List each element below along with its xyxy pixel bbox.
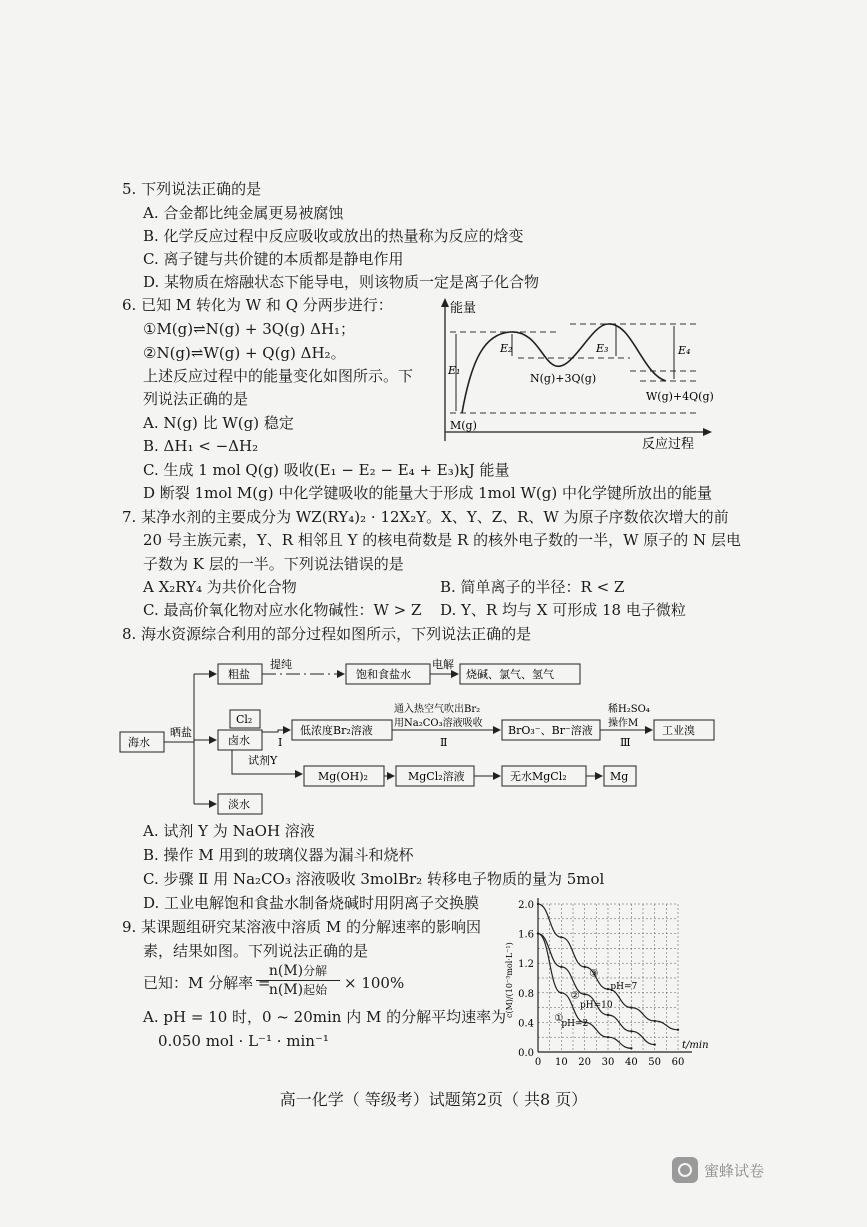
q6-stem-3: 列说法正确的是	[143, 390, 249, 408]
x-tick-label: 60	[671, 1057, 685, 1068]
energy-diagram	[430, 296, 720, 456]
q9-option-a-1: A. pH = 10 时，0 ~ 20min 内 M 的分解平均速率为	[143, 1008, 507, 1026]
label-w: W(g)+4Q(g)	[646, 390, 714, 403]
node-products: 烧碱、氯气、氢气	[466, 668, 554, 681]
data-point	[537, 903, 539, 905]
q9-times: × 100%	[344, 974, 405, 992]
data-point	[653, 1043, 655, 1045]
data-point	[583, 993, 585, 995]
q9-num-sub: 分解	[303, 964, 328, 978]
watermark-text: 蜜蜂试卷	[704, 1161, 765, 1180]
label-op-m: 操作M	[608, 718, 639, 729]
data-point	[607, 1036, 609, 1038]
q8-option-c: C. 步骤 Ⅱ 用 Na₂CO₃ 溶液吸收 3molBr₂ 转移电子物质的量为 5mol	[143, 870, 605, 888]
decomposition-chart	[500, 894, 720, 1072]
node-cl2: Cl₂	[236, 713, 253, 726]
label-step2: Ⅱ	[440, 736, 448, 749]
q9-denominator: n(M)	[268, 982, 304, 998]
q9-given: 已知：M 分解率 =	[143, 974, 271, 992]
diagram-y-label: 能量	[450, 301, 477, 316]
q5-stem: 5. 下列说法正确的是	[122, 180, 262, 198]
data-point	[653, 1020, 655, 1022]
q7-option-c: C. 最高价氧化物对应水化物碱性：W > Z	[143, 601, 422, 619]
node-fresh-water: 淡水	[228, 798, 250, 811]
x-tick-label: 10	[554, 1057, 568, 1068]
watermark	[672, 1155, 792, 1185]
data-point	[607, 1014, 609, 1016]
label-absorb1: 通入热空气吹出Br₂	[394, 704, 481, 715]
series-number-label: ①	[554, 1012, 564, 1024]
y-tick-label: 1.6	[518, 929, 534, 941]
q7-option-d: D. Y、R 均与 X 可形成 18 电子微粒	[440, 601, 686, 619]
label-e3: E₃	[596, 342, 609, 355]
x-tick-label: 0	[534, 1057, 542, 1068]
q9-option-a-2: 0.050 mol · L⁻¹ · min⁻¹	[158, 1032, 329, 1050]
x-tick-label: 40	[624, 1057, 638, 1068]
node-mg: Mg	[610, 770, 629, 783]
q6-reaction-1: ①M(g)⇌N(g) + 3Q(g) ΔH₁；	[143, 320, 356, 338]
data-point	[677, 1029, 679, 1031]
label-acid: 稀H₂SO₄	[608, 704, 650, 715]
data-point	[630, 1006, 632, 1008]
node-brine: 卤水	[228, 734, 250, 747]
y-axis-label: c(M)/(10⁻³mol·L⁻¹)	[505, 942, 514, 1018]
data-point	[560, 992, 562, 994]
label-step3: Ⅲ	[620, 736, 631, 749]
x-tick-label: 50	[648, 1057, 662, 1068]
q8-option-a: A. 试剂 Y 为 NaOH 溶液	[143, 822, 315, 840]
q9-numerator: n(M)	[268, 963, 304, 979]
node-mgcl2-solution: MgCl₂溶液	[408, 770, 465, 783]
data-point	[537, 932, 539, 934]
y-tick-label: 0.8	[518, 988, 534, 1000]
node-crude: 粗盐	[228, 668, 250, 681]
data-point	[583, 966, 585, 968]
q6-option-b: B. ΔH₁ < −ΔH₂	[143, 437, 259, 455]
q9-den-sub: 起始	[303, 983, 328, 997]
series-number-label: ②	[570, 990, 580, 1002]
label-reagent-y: 试剂Y	[248, 754, 278, 767]
page-footer: 高一化学（ 等级考）试题第2页（ 共8 页）	[279, 1090, 588, 1109]
label-m: M(g)	[450, 419, 477, 432]
node-mgoh2: Mg(OH)₂	[318, 770, 368, 783]
q6-stem: 6. 已知 M 转化为 W 和 Q 分两步进行：	[122, 296, 393, 314]
label-absorb2: 用Na₂CO₃溶液吸收	[394, 718, 483, 729]
label-electro: 电解	[432, 658, 454, 671]
q8-option-b: B. 操作 M 用到的玻璃仪器为漏斗和烧杯	[143, 846, 414, 864]
label-purify: 提纯	[270, 658, 292, 671]
q6-reaction-2: ②N(g)⇌W(g) + Q(g) ΔH₂。	[143, 344, 346, 362]
y-tick-label: 1.2	[518, 959, 534, 971]
data-point	[630, 1030, 632, 1032]
q6-option-c: C. 生成 1 mol Q(g) 吸收(E₁ − E₂ − E₄ + E₃)kJ 能量	[143, 461, 510, 479]
q7-line-1: 7. 某净水剂的主要成分为 WZ(RY₄)₂ · 12X₂Y。X、Y、Z、R、W 为原子序数依次增大的前	[122, 508, 729, 526]
q7-option-a: A X₂RY₄ 为共价化合物	[143, 578, 297, 596]
q5-option-c: C. 离子键与共价键的本质都是静电作用	[143, 250, 404, 268]
data-point	[630, 1047, 632, 1049]
q5-option-a: A. 合金都比纯金属更易被腐蚀	[143, 204, 344, 222]
y-tick-label: 0.4	[518, 1018, 534, 1030]
q8-option-d: D. 工业电解饱和食盐水制备烧碱时用阴离子交换膜	[143, 894, 480, 912]
label-e1: E₁	[448, 364, 461, 377]
data-point	[560, 966, 562, 968]
q6-stem-2: 上述反应过程中的能量变化如图所示。下	[143, 367, 414, 385]
watermark-logo-icon	[672, 1157, 698, 1183]
q8-stem: 8. 海水资源综合利用的部分过程如图所示，下列说法正确的是	[122, 625, 532, 643]
node-anhydrous-mgcl2: 无水MgCl₂	[510, 770, 567, 783]
series-ph-label: pH=7	[610, 982, 638, 993]
y-tick-label: 0.0	[518, 1048, 534, 1059]
diagram-x-label: 反应过程	[642, 437, 695, 452]
x-axis-label: t/min	[682, 1040, 709, 1051]
label-sun: 晒盐	[170, 726, 192, 739]
series-number-label: ③	[589, 968, 599, 980]
q5-option-d: D. 某物质在熔融状态下能导电，则该物质一定是离子化合物	[143, 273, 540, 291]
q5-option-b: B. 化学反应过程中反应吸收或放出的热量称为反应的焓变	[143, 227, 524, 245]
label-e4: E₄	[678, 344, 691, 357]
series-ph-label: pH=2	[561, 1019, 589, 1030]
y-tick-label: 2.0	[518, 900, 534, 911]
q7-line-3: 子数为 K 层的一半。下列说法错误的是	[143, 555, 404, 573]
label-step1: I	[278, 736, 283, 749]
label-n: N(g)+3Q(g)	[530, 372, 597, 385]
x-tick-label: 20	[578, 1057, 592, 1068]
node-bro3: BrO₃⁻、Br⁻溶液	[508, 724, 593, 737]
x-tick-label: 30	[601, 1057, 615, 1068]
seawater-flowchart	[118, 654, 718, 818]
q9-line-1: 9. 某课题组研究某溶液中溶质 M 的分解速率的影响因	[122, 918, 481, 936]
series-ph-label: pH=10	[580, 1000, 613, 1011]
q9-fraction	[256, 964, 340, 997]
data-point	[560, 936, 562, 938]
node-industrial-br: 工业溴	[662, 724, 695, 737]
node-low-br: 低浓度Br₂溶液	[300, 724, 373, 737]
node-seawater: 海水	[128, 736, 150, 749]
node-brine-sat: 饱和食盐水	[356, 668, 411, 681]
data-point	[607, 988, 609, 990]
q9-line-2: 素，结果如图。下列说法正确的是	[143, 942, 369, 960]
q6-option-a: A. N(g) 比 W(g) 稳定	[143, 414, 294, 432]
q7-option-b: B. 简单离子的半径：R < Z	[440, 578, 625, 596]
label-e2: E₂	[500, 342, 513, 355]
q7-line-2: 20 号主族元素，Y、R 相邻且 Y 的核电荷数是 R 的核外电子数的一半，W 原子的 N 层电	[143, 531, 741, 549]
q6-option-d: D 断裂 1mol M(g) 中化学键吸收的能量大于形成 1mol W(g) 中化学键所放出的能量	[143, 484, 712, 502]
